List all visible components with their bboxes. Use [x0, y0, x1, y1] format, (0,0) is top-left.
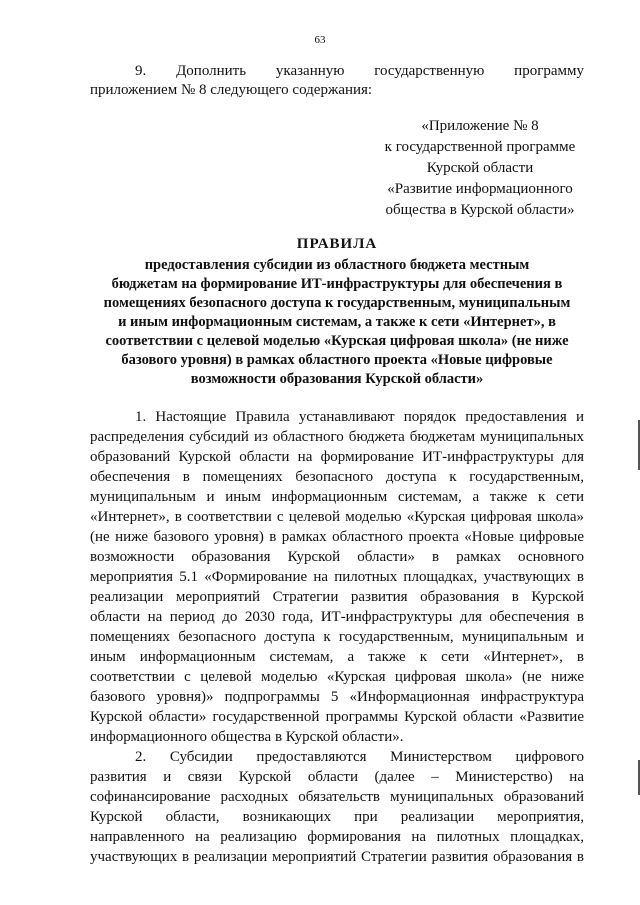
- appendix-line: общества в Курской области»: [385, 202, 575, 218]
- subtitle-line: возможности образования Курской области»: [190, 371, 484, 387]
- subtitle-line: бюджетам на формирование ИТ-инфраструктуры для обеспечения в: [111, 276, 563, 292]
- appendix-line: к государственной программе: [384, 139, 576, 155]
- paragraph-2-line: участвующих в реализации мероприятий Стратегии развития образования в: [90, 849, 584, 865]
- paragraph-1-line: мероприятия 5.1 «Формирование на пилотных площадках, участвующих в: [90, 569, 584, 585]
- appendix-line: «Развитие информационного: [387, 181, 573, 197]
- paragraph-1-line: области на период до 2030 года, ИТ-инфраструктуры для обеспечения в: [90, 609, 584, 625]
- subtitle-line: предоставления субсидии из областного бюджета местным: [144, 257, 530, 273]
- intro-line: приложением № 8 следующего содержания:: [90, 82, 373, 98]
- paragraph-1-line: образований Курской области на формирование ИТ-инфраструктуры для: [90, 449, 584, 465]
- subtitle-line: и иным информационным системам, а также к сети «Интернет», в: [118, 314, 556, 330]
- paragraph-1-line: помещениях безопасного доступа к государственным, муниципальным и: [90, 629, 584, 645]
- paragraph-1-line: соответствии с целевой моделью «Курская цифровая школа» (не ниже: [90, 669, 584, 685]
- paragraph-2-line: направленного на реализацию формирования на пилотных площадках,: [90, 829, 584, 845]
- paragraph-1-line: реализации мероприятий Стратегии развития образования в Курской: [90, 589, 584, 605]
- subtitle-line: помещениях безопасного доступа к государственным, муниципальным: [103, 295, 571, 311]
- paragraph-1-line: возможности образования Курской области» в рамках основного: [90, 549, 584, 565]
- paragraph-1-line: иным информационным системам, а также к сети «Интернет», в: [90, 649, 584, 665]
- paragraph-1-line: информационного общества в Курской области».: [90, 729, 404, 745]
- document-title: ПРАВИЛА: [296, 236, 378, 252]
- paragraph-2-line: развития и связи Курской области (далее – Министерство) на: [90, 769, 584, 785]
- paragraph-2-line: софинансирование расходных обязательств муниципальных образований: [90, 789, 584, 805]
- page-number: 63: [314, 34, 326, 46]
- paragraph-1-line: Курской области» государственной программы Курской области «Развитие: [90, 709, 584, 725]
- paragraph-2-line: 2. Субсидии предоставляются Министерством цифрового: [135, 749, 584, 765]
- paragraph-1-line: обеспечения в помещениях безопасного доступа к государственным,: [90, 469, 584, 485]
- appendix-header: [380, 116, 580, 221]
- subtitle-line: базового уровня) в рамках областного проекта «Новые цифровые: [121, 352, 553, 368]
- paragraph-1-line: (не ниже базового уровня) в рамках областного проекта «Новые цифровые: [90, 529, 584, 545]
- paragraph-1-line: распределения субсидий из областного бюджета бюджетам муниципальных: [90, 429, 584, 445]
- paragraph-2-line: Курской области, возникающих при реализации мероприятия,: [90, 809, 584, 825]
- paragraph-1-line: муниципальным и иным информационным системам, а также к сети: [90, 489, 584, 505]
- paragraph-1-line: базового уровня)» подпрограммы 5 «Информационная инфраструктура: [90, 689, 584, 705]
- appendix-line: Курской области: [426, 160, 534, 176]
- subtitle-line: соответствии с целевой моделью «Курская цифровая школа» (не ниже: [105, 333, 569, 349]
- paragraph-1-line: 1. Настоящие Правила устанавливают порядок предоставления и: [135, 409, 584, 425]
- document-subtitle: [90, 256, 584, 389]
- paragraph-1-line: «Интернет», в соответствии с целевой моделью «Курская цифровая школа»: [90, 509, 584, 525]
- intro-line: 9. Дополнить указанную государственную программу: [135, 63, 584, 79]
- appendix-line: «Приложение № 8: [421, 118, 539, 134]
